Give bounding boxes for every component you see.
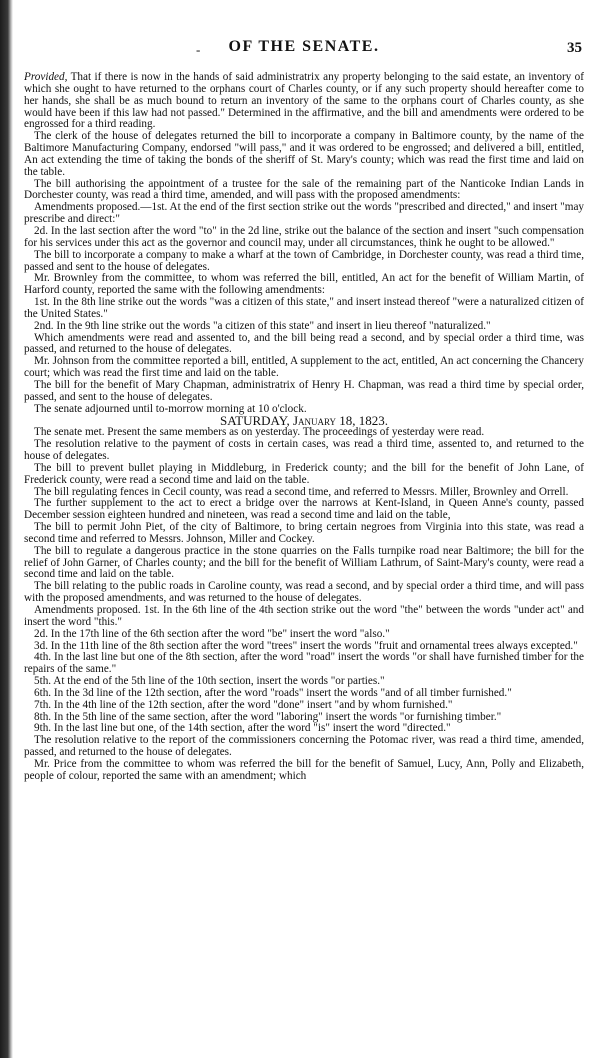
- paragraph: 6th. In the 3d line of the 12th section, after the word "roads" insert the words "and of all timber furnished.": [34, 686, 512, 699]
- paragraph: 2d. In the last section after the word "to" in the 2d line, strike out the balance of the section and insert "such compensation for his services under this act as the governor and council may, under all circumstances, think he ought to be allowed.": [24, 224, 584, 249]
- paragraph: Amendments proposed.—1st. At the end of the first section strike out the words "prescribed and directed," and insert "may prescribe and direct:": [24, 201, 584, 226]
- paragraph: The bill relating to the public roads in Caroline county, was read a second, and by special order a third time, and will pass with the proposed amendments, and was returned to the house of delegates.: [24, 580, 584, 605]
- paragraph: 9th. In the last line but one, of the 14th section, after the word "is" insert the word "directed.": [34, 722, 451, 735]
- dateline-date: January 18, 1823.: [292, 413, 389, 429]
- page: [24, 0, 584, 1058]
- paragraph: The resolution relative to the report of the commissioners concerning the Potomac river, was read a third time, amended, passed, and returned to the house of delegates.: [24, 734, 584, 759]
- paragraph: 5th. At the end of the 5th line of the 10th section, insert the words "or parties.": [34, 675, 385, 688]
- paragraph: [24, 72, 584, 131]
- book-binding-edge: [0, 0, 13, 1058]
- paragraph-lead: Provided,: [24, 71, 68, 83]
- paragraph: 1st. In the 8th line strike out the words "was a citizen of this state," and insert instead thereof "were a naturalized citizen of the United States.": [24, 296, 584, 320]
- paragraph: Mr. Price from the committee to whom was referred the bill for the benefit of Samuel, Lucy, Ann, Polly and Elizabeth, people of colour, reported the same with an amendment; which: [24, 757, 584, 782]
- paragraph-text: That if there is now in the hands of said administratrix any property belonging to the said estate, an inventory of which she ought to have returned to the orphans court of Charles county, or if any such property should hereafter come to her hands, she shall be as much bound to return an inventory of the same to the orphans court of Charles county, as she would have been if this law had not passed." Determined in the affirmative, and the bill and amendments were ordered to be engrossed for a third reading.: [24, 71, 584, 131]
- dateline-day: SATURDAY,: [219, 413, 290, 429]
- paragraph: The clerk of the house of delegates returned the bill to incorporate a company in Baltimore county, by the name of the Baltimore Manufacturing Company, endorsed "will pass," and it was ordered to be engrossed; and delivered a bill, entitled, An act extending the time of taking the bonds of the sheriff of St. Mary's county; which was read the first time and laid on the table.: [24, 130, 584, 178]
- paragraph: The senate met. Present the same members as on yesterday. The proceedings of yesterday were read.: [34, 426, 485, 439]
- paragraph: The bill regulating fences in Cecil county, was read a second time, and referred to Messrs. Miller, Brownley and Orrell.: [34, 485, 569, 498]
- paragraph: Mr. Johnson from the committee reported a bill, entitled, A supplement to the act, entitled, An act concerning the Chancery court; which was read the first time and laid on the table.: [24, 355, 584, 380]
- body-text: [24, 72, 584, 783]
- paragraph: The further supplement to the act to erect a bridge over the narrows at Kent-Island, in Queen Anne's county, passed December session eighteen hundred and nineteen, was read a second time and laid on the table,: [24, 497, 584, 522]
- paragraph: 4th. In the last line but one of the 8th section, after the word "road" insert the words "or shall have furnished timber for the repairs of the same.": [24, 651, 584, 676]
- paragraph: 8th. In the 5th line of the same section, after the word "laboring" insert the words "or furnishing timber.": [34, 710, 502, 723]
- paragraph: The bill authorising the appointment of a trustee for the sale of the remaining part of the Nanticoke Indian Lands in Dorchester county, was read a third time, amended, and will pass with the proposed amendments:: [24, 177, 584, 202]
- paragraph: The senate adjourned until to-morrow morning at 10 o'clock.: [34, 402, 307, 415]
- paragraph: Amendments proposed. 1st. In the 6th line of the 4th section strike out the word "the" between the words "under act" and insert the word "this.": [24, 603, 584, 628]
- running-title: OF THE SENATE.: [228, 38, 380, 55]
- running-header: [24, 0, 584, 62]
- paragraph: 2nd. In the 9th line strike out the words "a citizen of this state" and insert in lieu thereof "naturalized.": [34, 319, 491, 332]
- paragraph: 7th. In the 4th line of the 12th section, after the word "done" insert "and by whom furnished.": [34, 698, 453, 711]
- page-number: 35: [567, 40, 582, 56]
- paragraph: The bill to regulate a dangerous practice in the stone quarries on the Falls turnpike road near Baltimore; the bill for the relief of John Garner, of Charles county; and the bill for the benefit of William Lathrum, of Saint-Mary's county, were read a second time and laid on the table.: [24, 544, 584, 581]
- paragraph: The bill to incorporate a company to make a wharf at the town of Cambridge, in Dorchester county, was read a third time, passed and sent to the house of delegates.: [24, 248, 584, 273]
- paragraph: The resolution relative to the payment of costs in certain cases, was read a third time, assented to, and returned to the house of delegates.: [24, 438, 584, 462]
- paragraph: The bill for the benefit of Mary Chapman, administratrix of Henry H. Chapman, was read a third time by special order, passed, and sent to the house of delegates.: [24, 378, 584, 403]
- paragraph: 3d. In the 11th line of the 8th section after the word "trees" insert the words "fruit and ornamental trees always excepted.": [34, 639, 578, 652]
- paragraph: The bill to prevent bullet playing in Middleburg, in Frederick county; and the bill for the benefit of John Lane, of Frederick county, were read a second time and laid on the table.: [24, 461, 584, 486]
- paragraph: Which amendments were read and assented to, and the bill being read a second, and by special order a third time, was passed, and returned to the house of delegates.: [24, 331, 584, 356]
- paragraph: 2d. In the 17th line of the 6th section after the word "be" insert the word "also.": [34, 627, 390, 640]
- paragraph: The bill to permit John Piet, of the city of Baltimore, to bring certain negroes from Virginia into this state, was read a second time and referred to Messrs. Johnson, Miller and Cockey.: [24, 521, 584, 545]
- header-dash: -: [196, 42, 201, 57]
- paragraph: Mr. Brownley from the committee, to whom was referred the bill, entitled, An act for the benefit of William Martin, of Harford county, reported the same with the following amendments:: [24, 272, 584, 297]
